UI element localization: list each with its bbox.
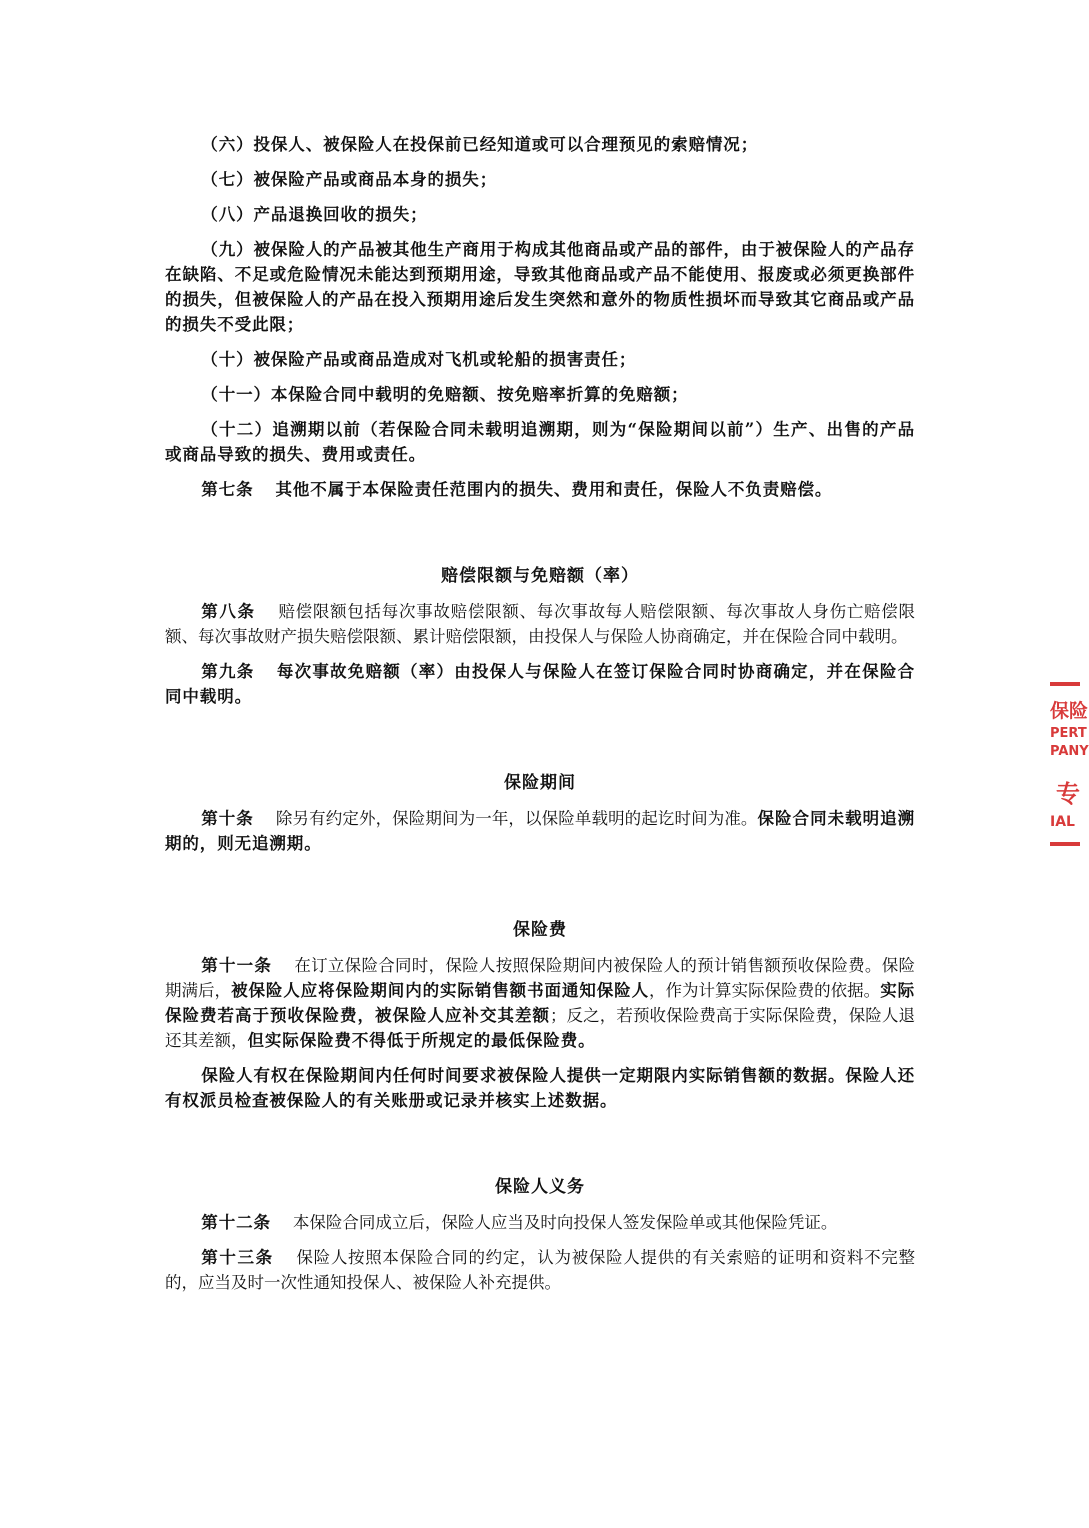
article-10-label: 第十条: [201, 809, 254, 828]
article-13-label: 第十三条: [201, 1248, 274, 1267]
article-7-text: 其他不属于本保险责任范围内的损失、费用和责任，保险人不负责赔偿。: [275, 480, 833, 499]
article-12-label: 第十二条: [201, 1213, 271, 1232]
section-heading-limits: 赔偿限额与免赔额（率）: [441, 566, 639, 586]
article-10-bold-text: 保险合同未载明追溯期的，则无追溯期。: [165, 809, 916, 853]
article-8-label: 第八条: [201, 602, 256, 621]
clause-12: （十二）追溯期以前（若保险合同未载明追溯期，则为“保险期间以前”）生产、出售的产品或商品导致的损失、费用或责任。: [165, 420, 915, 464]
stamp-line-5: IAL: [1050, 814, 1075, 830]
article-12-text: 本保险合同成立后，保险人应当及时向投保人签发保险单或其他保险凭证。: [292, 1213, 838, 1232]
document-body: [165, 132, 915, 1305]
stamp-line-2: PERT: [1050, 726, 1087, 741]
article-11-text-2: ，作为计算实际保险费的依据。: [649, 981, 881, 1000]
section-heading-premium: 保险费: [513, 920, 567, 940]
article-9-text: 每次事故免赔额（率）由投保人与保险人在签订保险合同时协商确定，并在保险合同中载明。: [165, 662, 916, 706]
section-heading-period: 保险期间: [504, 773, 576, 793]
article-11-bold-2: 实际保险费若高于预收保险费，被保险人应补交其差额: [165, 981, 916, 1025]
clause-7: （七）被保险产品或商品本身的损失；: [201, 170, 498, 189]
article-7-label: 第七条: [201, 480, 254, 499]
stamp-line-4: 专: [1056, 780, 1080, 808]
stamp-line-1: 保险: [1050, 700, 1089, 722]
article-9: [165, 659, 915, 709]
article-13-text: 保险人按照本保险合同的约定，认为被保险人提供的有关索赔的证明和资料不完整的，应当及时一次性通知投保人、被保险人补充提供。: [165, 1248, 916, 1292]
clause-9: （九）被保险人的产品被其他生产商用于构成其他商品或产品的部件，由于被保险人的产品存在缺陷、不足或危险情况未能达到预期用途，导致其他商品或产品不能使用、报废或必须更换部件的损失，但被保险人的产品在投入预期用途后发生突然和意外的物质性损坏而导致其它商品或产品的损失不受此限；: [165, 240, 915, 334]
article-7: [165, 477, 915, 502]
article-12: [165, 1210, 915, 1235]
article-9-label: 第九条: [201, 662, 255, 681]
article-8: [165, 599, 915, 649]
clause-8: （八）产品退换回收的损失；: [201, 205, 428, 224]
article-8-text: 赔偿限额包括每次事故赔偿限额、每次事故每人赔偿限额、每次事故人身伤亡赔偿限额、每次事故财产损失赔偿限额、累计赔偿限额，由投保人与保险人协商确定，并在保险合同中载明。: [165, 602, 915, 646]
article-11-text-1: 在订立保险合同时，保险人按照保险期间内被保险人的预计销售额预收保险费。保险期满后，: [165, 956, 915, 1000]
clause-10: （十）被保险产品或商品造成对飞机或轮船的损害责任；: [201, 350, 637, 369]
stamp-line-3: PANY: [1050, 744, 1089, 759]
clause-6: （六）投保人、被保险人在投保前已经知道或可以合理预见的索赔情况；: [201, 135, 759, 154]
article-10-text: 除另有约定外，保险期间为一年，以保险单载明的起讫时间为准。: [275, 809, 758, 828]
company-seal-stamp: [1050, 682, 1089, 846]
article-11-bold-3: 但实际保险费不得低于所规定的最低保险费。: [247, 1031, 596, 1050]
article-11: [165, 953, 915, 1053]
article-11-text-3: ；反之，若预收保险费高于实际保险费，保险人退还其差额，: [165, 1006, 915, 1050]
article-10: [165, 806, 915, 856]
article-13: [165, 1245, 915, 1295]
article-11-label: 第十一条: [201, 956, 273, 975]
article-11-bold-1: 被保险人应将保险期间内的实际销售额书面通知保险人: [231, 981, 649, 1000]
premium-inspection-paragraph: 保险人有权在保险期间内任何时间要求被保险人提供一定期限内实际销售额的数据。保险人还有权派员检查被保险人的有关账册或记录并核实上述数据。: [165, 1066, 915, 1110]
clause-11: （十一）本保险合同中载明的免赔额、按免赔率折算的免赔额；: [201, 385, 689, 404]
section-heading-insurer-duty: 保险人义务: [495, 1177, 585, 1197]
